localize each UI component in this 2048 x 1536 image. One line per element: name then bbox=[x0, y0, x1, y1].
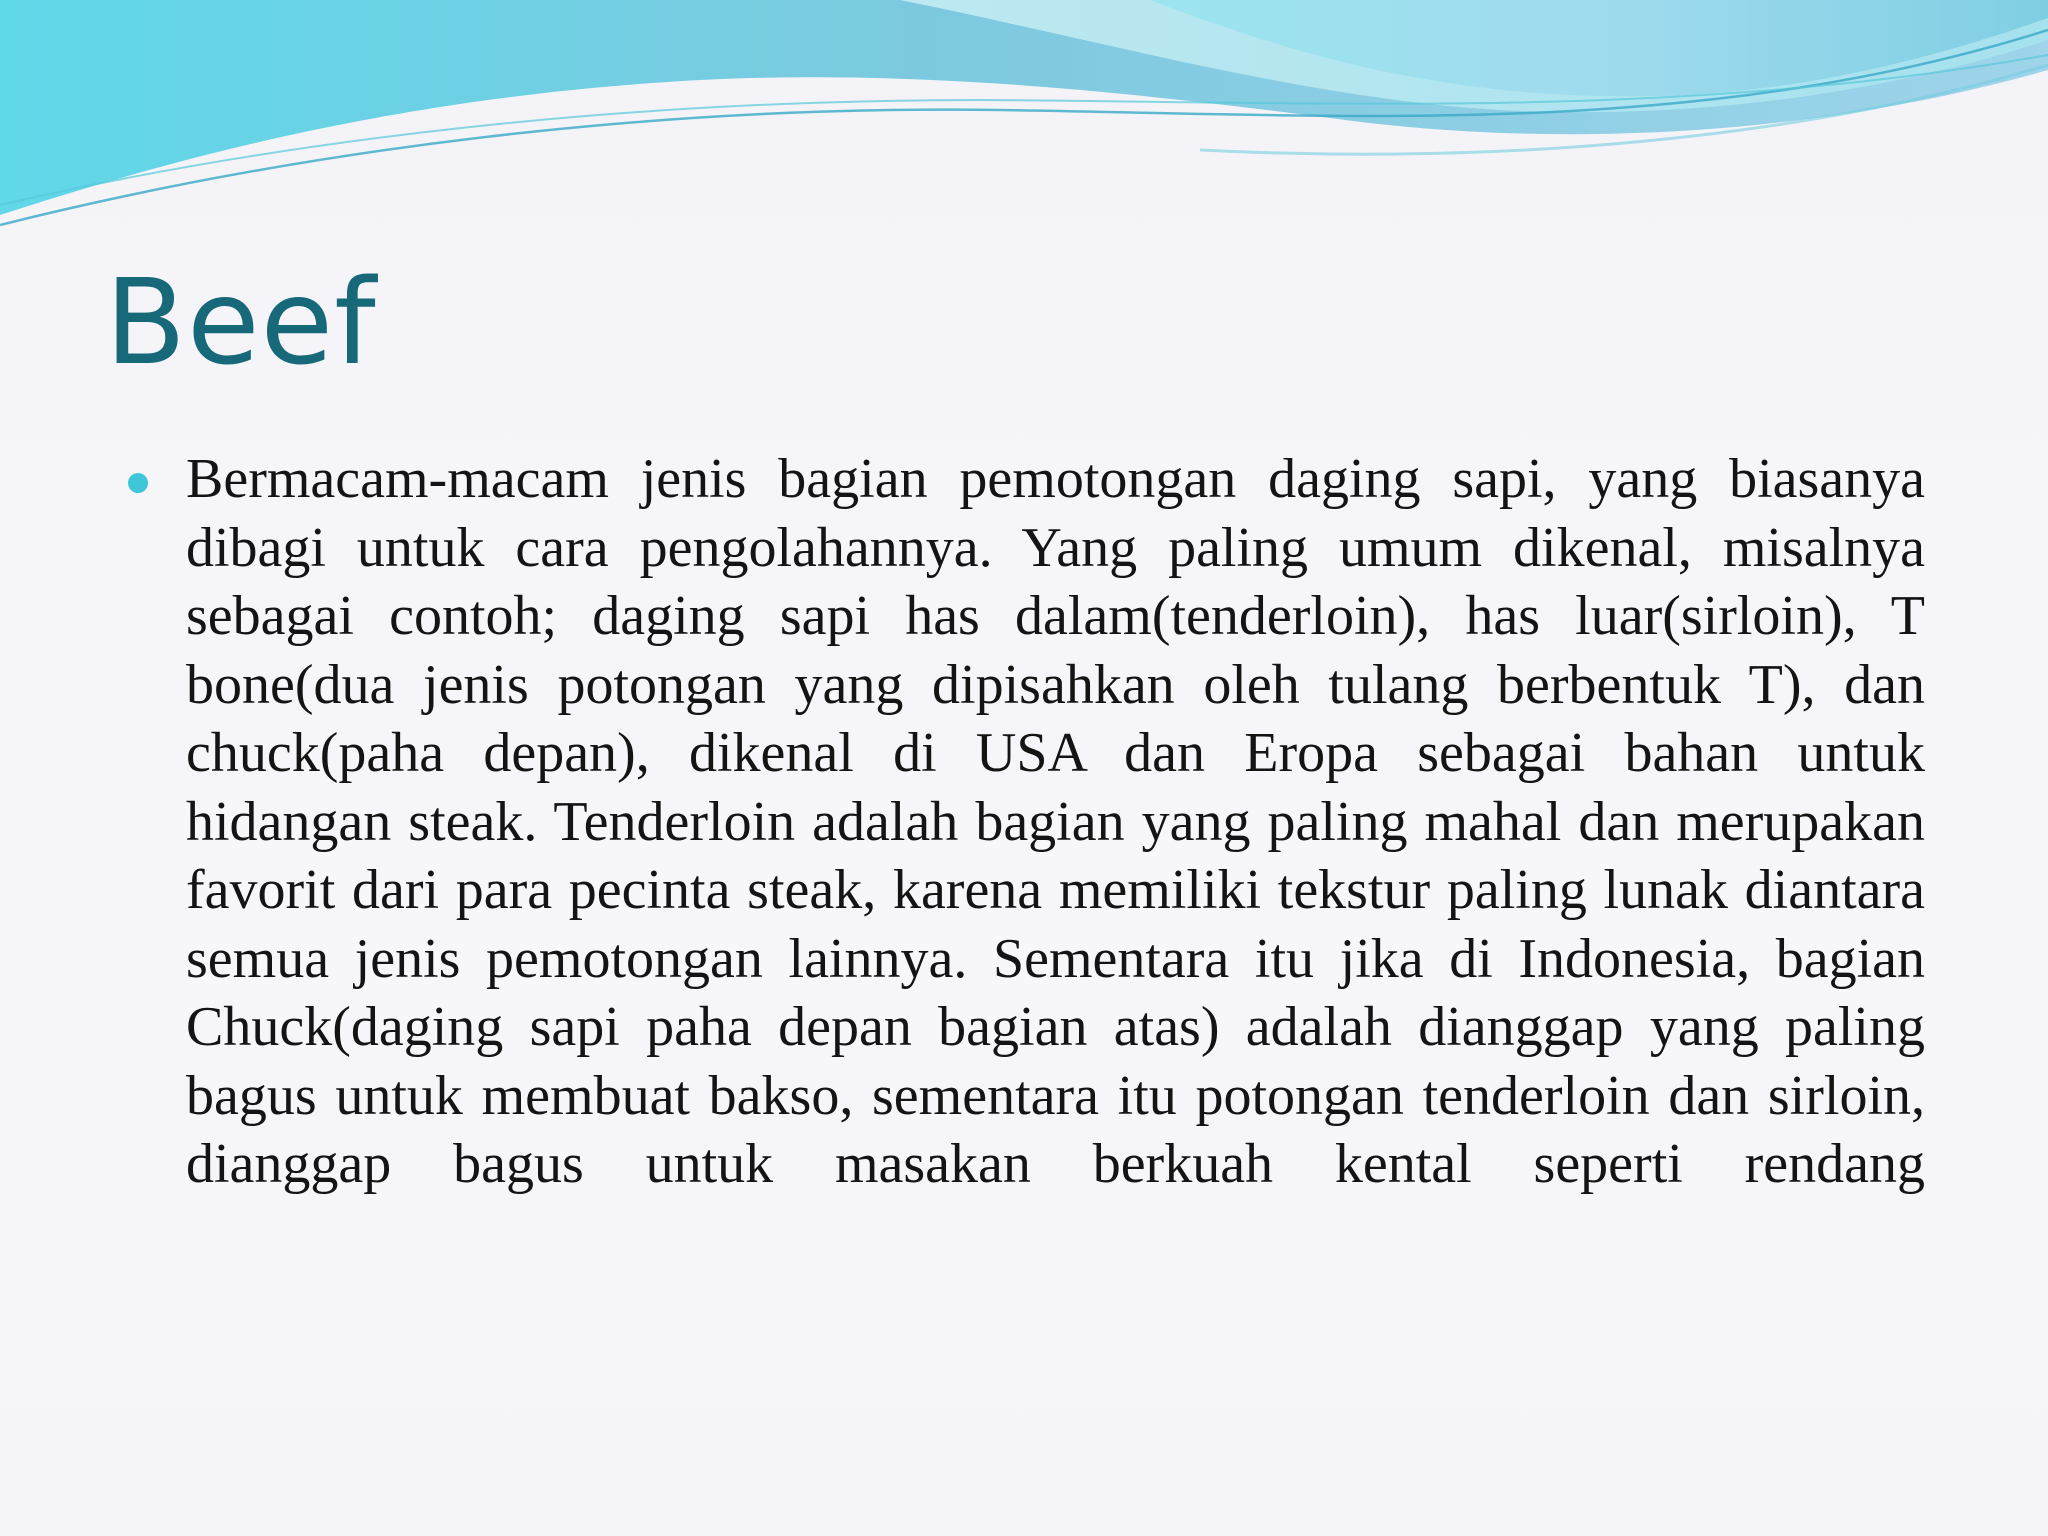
bullet-dot-icon bbox=[128, 473, 148, 493]
bullet-item bbox=[120, 445, 1925, 1199]
bullet-text: Bermacam-macam jenis bagian pemotongan daging sapi, yang biasanya dibagi untuk cara pengolahannya. Yang paling umum dikenal, misalnya sebagai contoh; daging sapi has dalam(tenderloin), has luar(sirloin), T bone(dua jenis potongan yang dipisahkan oleh tulang berbentuk T), dan chuck(paha depan), dikenal di USA dan Eropa sebagai bahan untuk hidangan steak. Tenderloin adalah bagian yang paling mahal dan merupakan favorit dari para pecinta steak, karena memiliki tekstur paling lunak diantara semua jenis pemotongan lainnya. Sementara itu jika di Indonesia, bagian Chuck(daging sapi paha depan bagian atas) adalah dianggap yang paling bagus untuk membuat bakso, sementara itu potongan tenderloin dan sirloin, dianggap bagus untuk masakan berkuah kental seperti rendang bbox=[186, 448, 1925, 1195]
bullet-list bbox=[120, 445, 1925, 1199]
decorative-wave-banner bbox=[0, 0, 2048, 240]
slide-title: Beef bbox=[105, 253, 377, 391]
